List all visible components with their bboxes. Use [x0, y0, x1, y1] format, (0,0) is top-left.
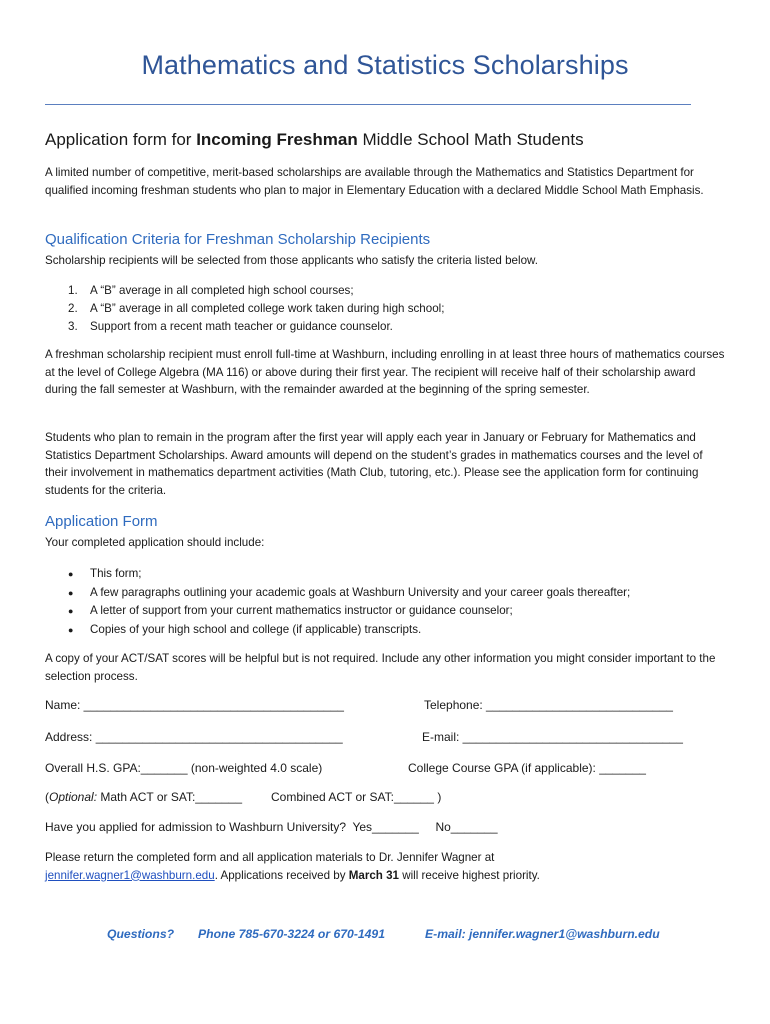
hs-gpa-field[interactable]: Overall H.S. GPA:_______ (non-weighted 4.0 scale) [45, 761, 323, 775]
college-gpa-field[interactable]: College Course GPA (if applicable): _______ [408, 761, 646, 775]
telephone-field[interactable]: Telephone: ____________________________ [424, 698, 673, 712]
list-item: ● This form; [68, 565, 630, 584]
subtitle-bold: Incoming Freshman [196, 130, 358, 149]
address-field[interactable]: Address: _____________________________________ [45, 730, 343, 744]
admission-question[interactable]: Have you applied for admission to Washburn University? Yes_______ No_______ [45, 820, 498, 834]
list-item: 3. Support from a recent math teacher or guidance counselor. [68, 320, 393, 333]
combined-act-field[interactable]: Combined ACT or SAT:______ ) [271, 790, 442, 804]
title-divider [45, 104, 691, 105]
application-intro: Your completed application should include: [45, 536, 265, 549]
subtitle-prefix: Application form for [45, 130, 197, 149]
math-act-field[interactable]: (Optional: Math ACT or SAT:_______ [45, 790, 243, 804]
bullet-icon: ● [68, 606, 74, 616]
page-title: Mathematics and Statistics Scholarships [141, 50, 629, 80]
criteria-heading: Qualification Criteria for Freshman Scholarship Recipients [45, 231, 431, 248]
criteria-intro: Scholarship recipients will be selected from those applicants who satisfy the criteria listed below. [45, 254, 538, 267]
bullet-icon: ● [68, 587, 74, 598]
footer-questions: Questions? [107, 927, 175, 941]
scores-note: A copy of your ACT/SAT scores will be helpful but is not required. Include any other information you might consider important to the selection process. [45, 652, 716, 683]
enrollment-paragraph: A freshman scholarship recipient must enroll full-time at Washburn, including enrolling in at least three hours of mathematics courses at the level of College Algebra (MA 116) or above during their first year. The recipient will receive half of their scholarship award during the fall semester at Washburn, with the remainder awarded at the beginning of the spring semester. [45, 348, 725, 396]
list-item: 2. A “B” average in all completed college work taken during high school; [68, 302, 445, 315]
list-item: ● A few paragraphs outlining your academic goals at Washburn University and your career goals thereafter; [68, 584, 630, 603]
bullet-icon: ● [68, 624, 74, 635]
optional-label: Optional: [49, 790, 98, 804]
return-instructions: Please return the completed form and all application materials to Dr. Jennifer Wagner at jennifer.wagner1@washburn.edu. Applications received by March 31 will receive highest priority. [45, 851, 540, 882]
email-field[interactable]: E-mail: _________________________________ [422, 730, 683, 744]
list-item: 1. A “B” average in all completed high school courses; [68, 284, 354, 297]
criteria-list [68, 282, 444, 336]
application-list [68, 565, 630, 639]
continuing-paragraph: Students who plan to remain in the program after the first year will apply each year in January or February for Mathematics and Statistics Department Scholarships. Award amounts will depend on the student’s grades in mathematics courses and the level of their involvement in mathematics department activities (Math Club, tutoring, etc.). Please see the application form for continuing students for the criteria. [45, 431, 703, 497]
deadline: March 31 [348, 868, 399, 882]
application-heading: Application Form [45, 513, 158, 530]
footer-email[interactable]: E-mail: jennifer.wagner1@washburn.edu [425, 927, 660, 941]
subtitle-suffix: Middle School Math Students [357, 130, 584, 149]
bullet-icon: ● [68, 569, 74, 579]
email-link[interactable]: jennifer.wagner1@washburn.edu [45, 868, 215, 882]
footer-phone: Phone 785-670-3224 or 670-1491 [198, 927, 385, 941]
list-item: ● Copies of your high school and college (if applicable) transcripts. [68, 621, 630, 640]
form-subtitle [45, 130, 584, 150]
intro-paragraph: A limited number of competitive, merit-based scholarships are available through the Mathematics and Statistics Department for qualified incoming freshman students who plan to major in Elementary Education with a declared Middle School Math Emphasis. [45, 166, 704, 197]
list-item: ● A letter of support from your current mathematics instructor or guidance counselor; [68, 602, 630, 621]
name-field[interactable]: Name: _______________________________________ [45, 698, 344, 712]
